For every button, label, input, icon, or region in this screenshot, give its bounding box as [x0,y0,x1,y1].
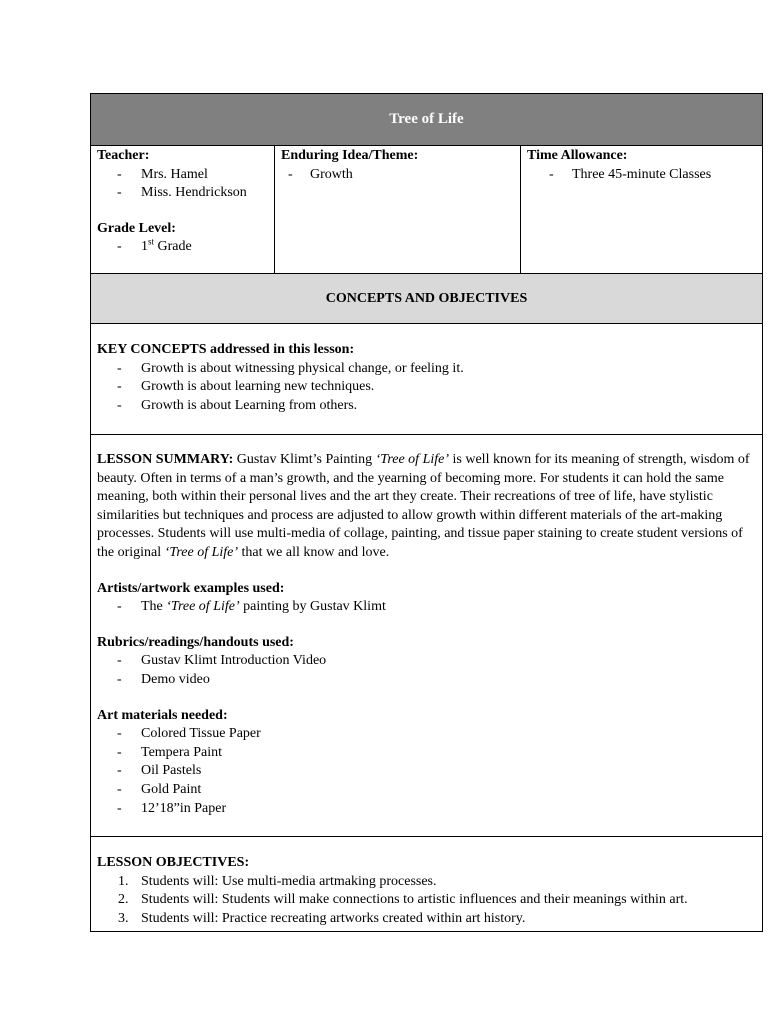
theme-item: - Growth [281,166,514,185]
objective-item: 2. Students will: Students will make connections to artistic influences and their meanings within art. [118,892,688,908]
objective-item: 1. Students will: Use multi-media artmaking processes. [118,873,437,889]
lesson-objectives-section [91,837,762,931]
artists-item: - The ‘Tree of Life’ painting by Gustav Klimt [97,598,756,617]
theme-label: Enduring Idea/Theme: [281,148,419,163]
materials-item: - Oil Pastels [97,762,756,781]
materials-label: Art materials needed: [97,707,228,723]
info-row [91,146,762,274]
time-list [527,166,756,185]
rubrics-item: - Demo video [97,671,756,690]
materials-item: - 12’18”in Paper [97,800,756,819]
teacher-grade-cell [91,146,275,273]
lesson-plan-table [90,93,763,932]
key-concept-item: - Growth is about witnessing physical change, or feeling it. [97,360,756,379]
lesson-title-row [91,94,762,146]
concepts-header-row [91,274,762,324]
lesson-title: Tree of Life [389,111,464,127]
time-item: - Three 45-minute Classes [527,166,756,185]
theme-list [281,166,514,185]
teacher-name: - Miss. Hendrickson [97,184,268,203]
key-concept-item: - Growth is about Learning from others. [97,397,756,416]
key-concepts-section [91,324,762,435]
artists-label: Artists/artwork examples used: [97,580,285,596]
objective-item: 3. Students will: Practice recreating artworks created within art history. [118,910,526,926]
objectives-list [97,873,756,929]
lesson-summary-paragraph: LESSON SUMMARY: Gustav Klimt’s Painting ‘Tree of Life’ is well known for its meaning of strength, wisdom of beauty. Often in terms of a man’s growth, and the yearning of becoming more. For students it can hold the same meaning, both within their personal lives and the art they create. Their recreations of tree of life, have stylistic similarities but techniques and process are adjusted to allow growth within different materials of the art-making processes. Students will use multi-media of collage, painting, and tissue paper staining to create student versions of the original ‘Tree of Life’ that we all know and love. [97,452,750,560]
key-concepts-list [97,360,756,416]
concepts-header: CONCEPTS AND OBJECTIVES [325,290,528,306]
time-label: Time Allowance: [527,148,628,163]
teacher-name: - Mrs. Hamel [97,166,268,185]
theme-cell [275,146,521,273]
teacher-label: Teacher: [97,148,150,163]
rubrics-label: Rubrics/readings/handouts used: [97,634,294,650]
grade-list [97,238,268,257]
lesson-summary-label: LESSON SUMMARY: [97,452,234,467]
teacher-list [97,166,268,203]
lesson-summary-section [91,435,762,837]
grade-label: Grade Level: [97,220,176,236]
materials-item: - Tempera Paint [97,744,756,763]
rubrics-item: - Gustav Klimt Introduction Video [97,652,756,671]
rubrics-list [97,652,756,689]
materials-list [97,725,756,818]
materials-item: - Gold Paint [97,781,756,800]
materials-item: - Colored Tissue Paper [97,725,756,744]
objectives-label: LESSON OBJECTIVES: [97,855,250,870]
key-concept-item: - Growth is about learning new techniques. [97,378,756,397]
artists-list [97,598,756,617]
time-cell [521,146,762,273]
key-concepts-label: KEY CONCEPTS addressed in this lesson: [97,342,355,357]
grade-value: - 1st Grade [97,238,268,257]
